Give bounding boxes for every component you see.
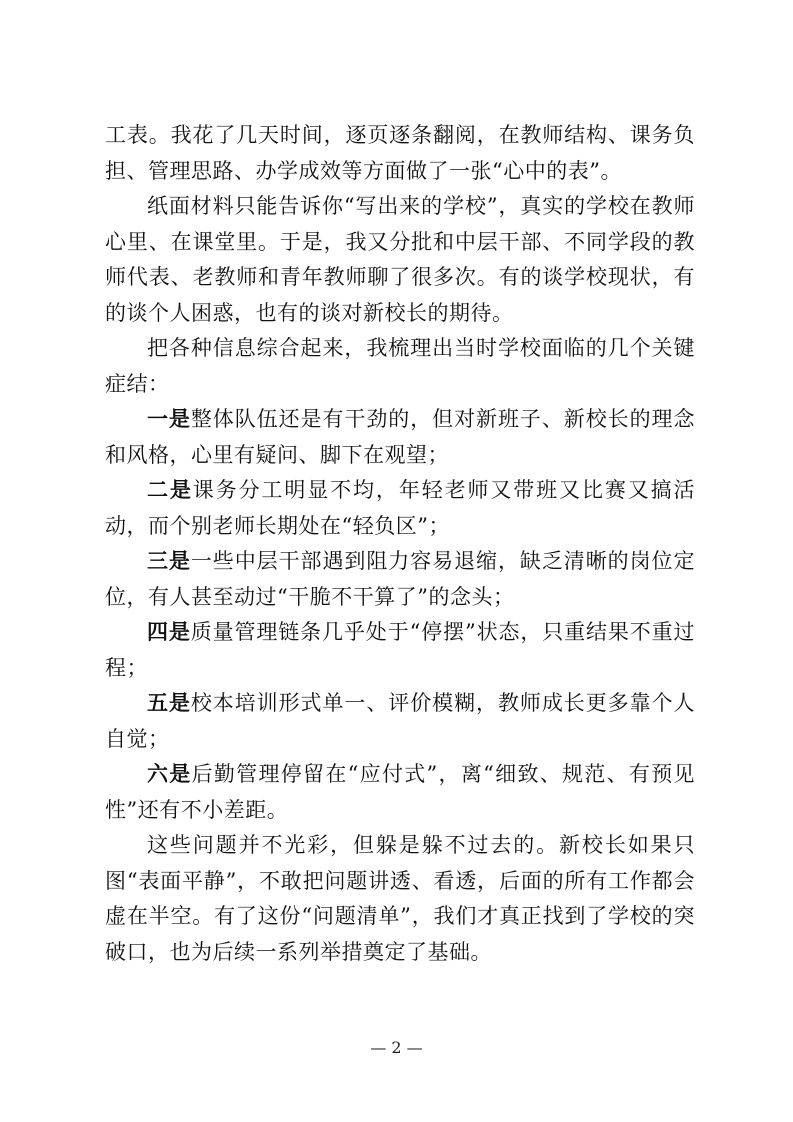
item-lead: 六是 — [147, 762, 192, 786]
paragraph — [105, 828, 695, 970]
item-text: 整体队伍还是有干劲的，但对新班子、新校长的理念和风格，心里有疑问、脚下在观望； — [105, 407, 695, 467]
list-item — [105, 473, 695, 544]
paragraph-text: 工表。我花了几天时间，逐页逐条翻阅，在教师结构、课务负担、管理思路、办学成效等方面做了一张“心中的表”。 — [105, 123, 695, 183]
paragraph-text: 纸面材料只能告诉你“写出来的学校”，真实的学校在教师心里、在课堂里。于是，我又分批和中层干部、不同学段的教师代表、老教师和青年教师聊了很多次。有的谈学校现状，有的谈个人困惑，也有的谈对新校长的期待。 — [105, 194, 695, 325]
paragraph — [105, 331, 695, 402]
paragraph — [105, 118, 695, 189]
page-number: — 2 — — [370, 1038, 423, 1057]
list-item — [105, 544, 695, 615]
item-text: 后勤管理停留在“应付式”，离“细致、规范、有预见性”还有不小差距。 — [105, 762, 695, 822]
item-text: 质量管理链条几乎处于“停摆”状态，只重结果不重过程； — [105, 620, 695, 680]
item-lead: 四是 — [147, 620, 191, 644]
list-item — [105, 615, 695, 686]
body-text — [105, 118, 695, 970]
item-lead: 一是 — [147, 407, 191, 431]
list-item — [105, 757, 695, 828]
paragraph — [105, 189, 695, 331]
item-lead: 二是 — [147, 478, 193, 502]
item-lead: 三是 — [147, 549, 191, 573]
paragraph-text: 这些问题并不光彩，但躲是躲不过去的。新校长如果只图“表面平静”，不敢把问题讲透、看透，后面的所有工作都会虚在半空。有了这份“问题清单”，我们才真正找到了学校的突破口，也为后续一系列举措奠定了基础。 — [105, 833, 695, 964]
paragraph-text: 把各种信息综合起来，我梳理出当时学校面临的几个关键症结： — [105, 336, 695, 396]
list-item — [105, 686, 695, 757]
item-lead: 五是 — [147, 691, 191, 715]
list-item — [105, 402, 695, 473]
item-text: 课务分工明显不均，年轻老师又带班又比赛又搞活动，而个别老师长期处在“轻负区”； — [105, 478, 696, 538]
item-text: 一些中层干部遇到阻力容易退缩，缺乏清晰的岗位定位，有人甚至动过“干脆不干算了”的念头； — [105, 549, 695, 609]
item-text: 校本培训形式单一、评价模糊，教师成长更多靠个人自觉； — [105, 691, 695, 751]
